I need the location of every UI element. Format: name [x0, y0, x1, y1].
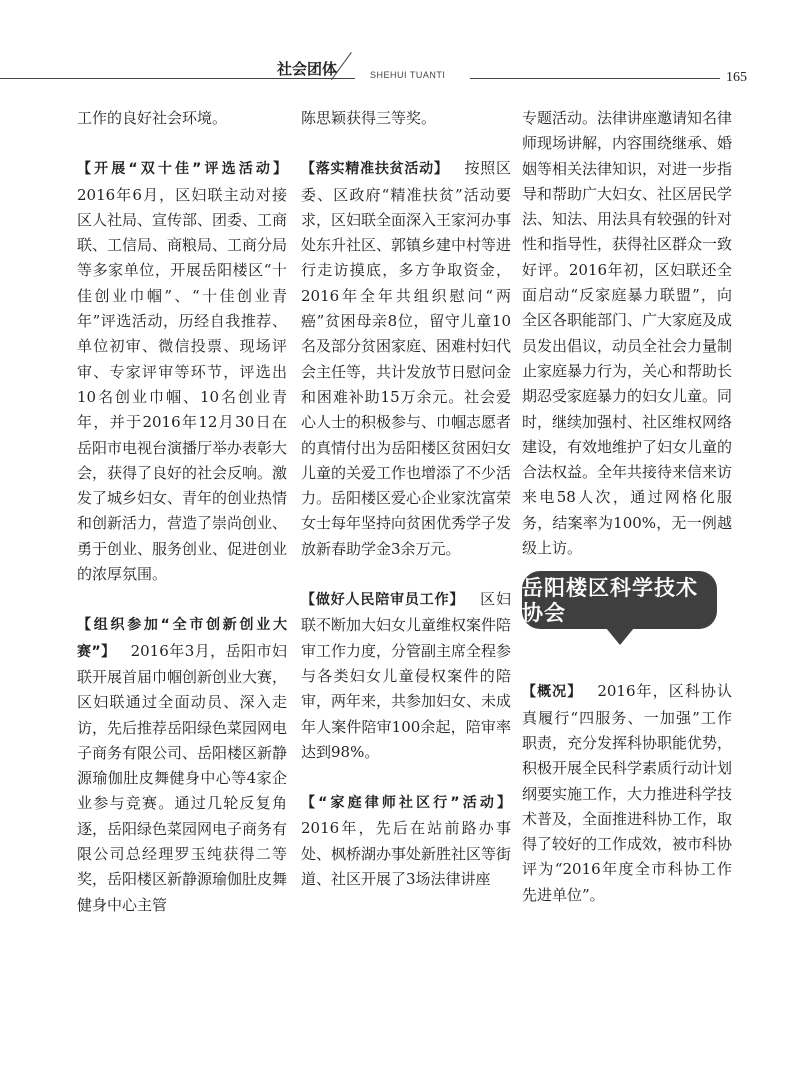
header-rule-right [470, 78, 720, 79]
col2-section-3 [301, 790, 511, 892]
section-body: 按照区委、区政府“精准扶贫”活动要求，区妇联全面深入王家河办事处东升社区、郭镇乡建中村等进行走访摸底，多方争取资金，2016年全年共组织慰问“两癌”贫困母亲8位，留守儿童10名及部分贫困家庭、困难村妇代会主任等，共计发放节日慰问金和困难补助15万余元。社会爱心人士的积极参与、巾帼志愿者的真情付出为岳阳楼区贫困妇女儿童的关爱工作也增添了不少活力。岳阳楼区爱心企业家沈富荣女士每年坚持向贫困优秀学子发放新春助学金3余万元。 [301, 159, 512, 558]
section-body: 2016年6月，区妇联主动对接区人社局、宣传部、团委、工商联、工信局、商粮局、工商分局等多家单位，开展岳阳楼区“十佳创业巾帼”、“十佳创业青年”评选活动，历经自我推荐、单位初审、微信投票、现场评审、专家评审等环节，评选出10名创业巾帼、10名创业青年，并于2016年12月30日在岳阳市电视台演播厅举办表彰大会，获得了良好的社会反响。激发了城乡妇女、青年的创业热情和创新活力，营造了崇尚创业、勇于创业、服务创业、促进创业的浓厚氛围。 [77, 185, 288, 584]
section-pinyin: SHEHUI TUANTI [370, 70, 446, 80]
page-header [0, 0, 793, 100]
col1-section-1 [77, 156, 287, 587]
col1-section-2 [77, 612, 287, 918]
col2-lead: 陈思颖获得三等奖。 [301, 109, 437, 127]
col2-section-1 [301, 156, 511, 562]
col3-section-1 [522, 679, 732, 908]
section-heading: 【开展“双十佳”评选活动】 [77, 161, 287, 178]
section-title: 社会团体 [277, 60, 338, 78]
association-banner [522, 571, 717, 629]
column-1 [77, 106, 287, 918]
section-body: 2016年，先后在站前路办事处、枫桥湖办事处新胜社区等街道、社区开展了3场法律讲座 [301, 819, 512, 889]
col2-section-2 [301, 587, 511, 765]
section-heading: 【“家庭律师社区行”活动】 [301, 795, 511, 812]
section-heading: 【落实精准扶贫活动】 [301, 161, 449, 178]
column-3 [522, 106, 732, 908]
association-banner-label: 岳阳楼区科学技术协会 [522, 575, 698, 626]
page-number: 165 [726, 70, 747, 85]
column-2 [301, 106, 511, 892]
banner-pointer [606, 628, 634, 645]
col3-lead: 专题活动。法律讲座邀请知名律师现场讲解，内容围绕继承、婚姻等相关法律知识，对进一步指导和帮助广大妇女、社区居民学法、知法、用法具有较强的针对性和指导性，获得社区群众一致好评。2016年初，区妇联还全面启动“反家庭暴力联盟”，向全区各职能部门、广大家庭及成员发出倡议，动员全社会力量制止家庭暴力行为，关心和帮助长期忍受家庭暴力的妇女儿童。同时，继续加强村、社区维权网络建设，有效地维护了妇女儿童的合法权益。全年共接待来信来访来电58人次，通过网格化服务，结案率为100%，无一例越级上访。 [522, 109, 733, 558]
section-heading: 【概况】 [522, 684, 583, 701]
section-body: 2016年3月，岳阳市妇联开展首届巾帼创新创业大赛，区妇联通过全面动员、深入走访，先后推荐岳阳绿色菜园网电子商务有限公司、岳阳楼区新静源瑜伽肚皮舞健身中心等4家企业参与竞赛。通过几轮反复角逐，岳阳绿色菜园网电子商务有限公司总经理罗玉纯获得二等奖，岳阳楼区新静源瑜伽肚皮舞健身中心主管 [77, 641, 288, 914]
section-body: 区妇联不断加大妇女儿童维权案件陪审工作力度，分管副主席全程参与各类妇女儿童侵权案件的陪审，两年来，共参加妇女、未成年人案件陪审100余起，陪审率达到98%。 [301, 590, 512, 761]
section-body: 2016年，区科协认真履行“四服务、一加强”工作职责，充分发挥科协职能优势，积极开展全民科学素质行动计划纲要实施工作，大力推进科学技术普及，全面推进科协工作，取得了较好的工作成效，被市科协评为“2016年度全市科协工作先进单位”。 [522, 682, 733, 904]
col1-lead: 工作的良好社会环境。 [77, 109, 228, 127]
section-heading: 【做好人民陪审员工作】 [301, 592, 465, 609]
section-heading: 【组织参加“全市创新创业大赛”】 [77, 617, 287, 660]
